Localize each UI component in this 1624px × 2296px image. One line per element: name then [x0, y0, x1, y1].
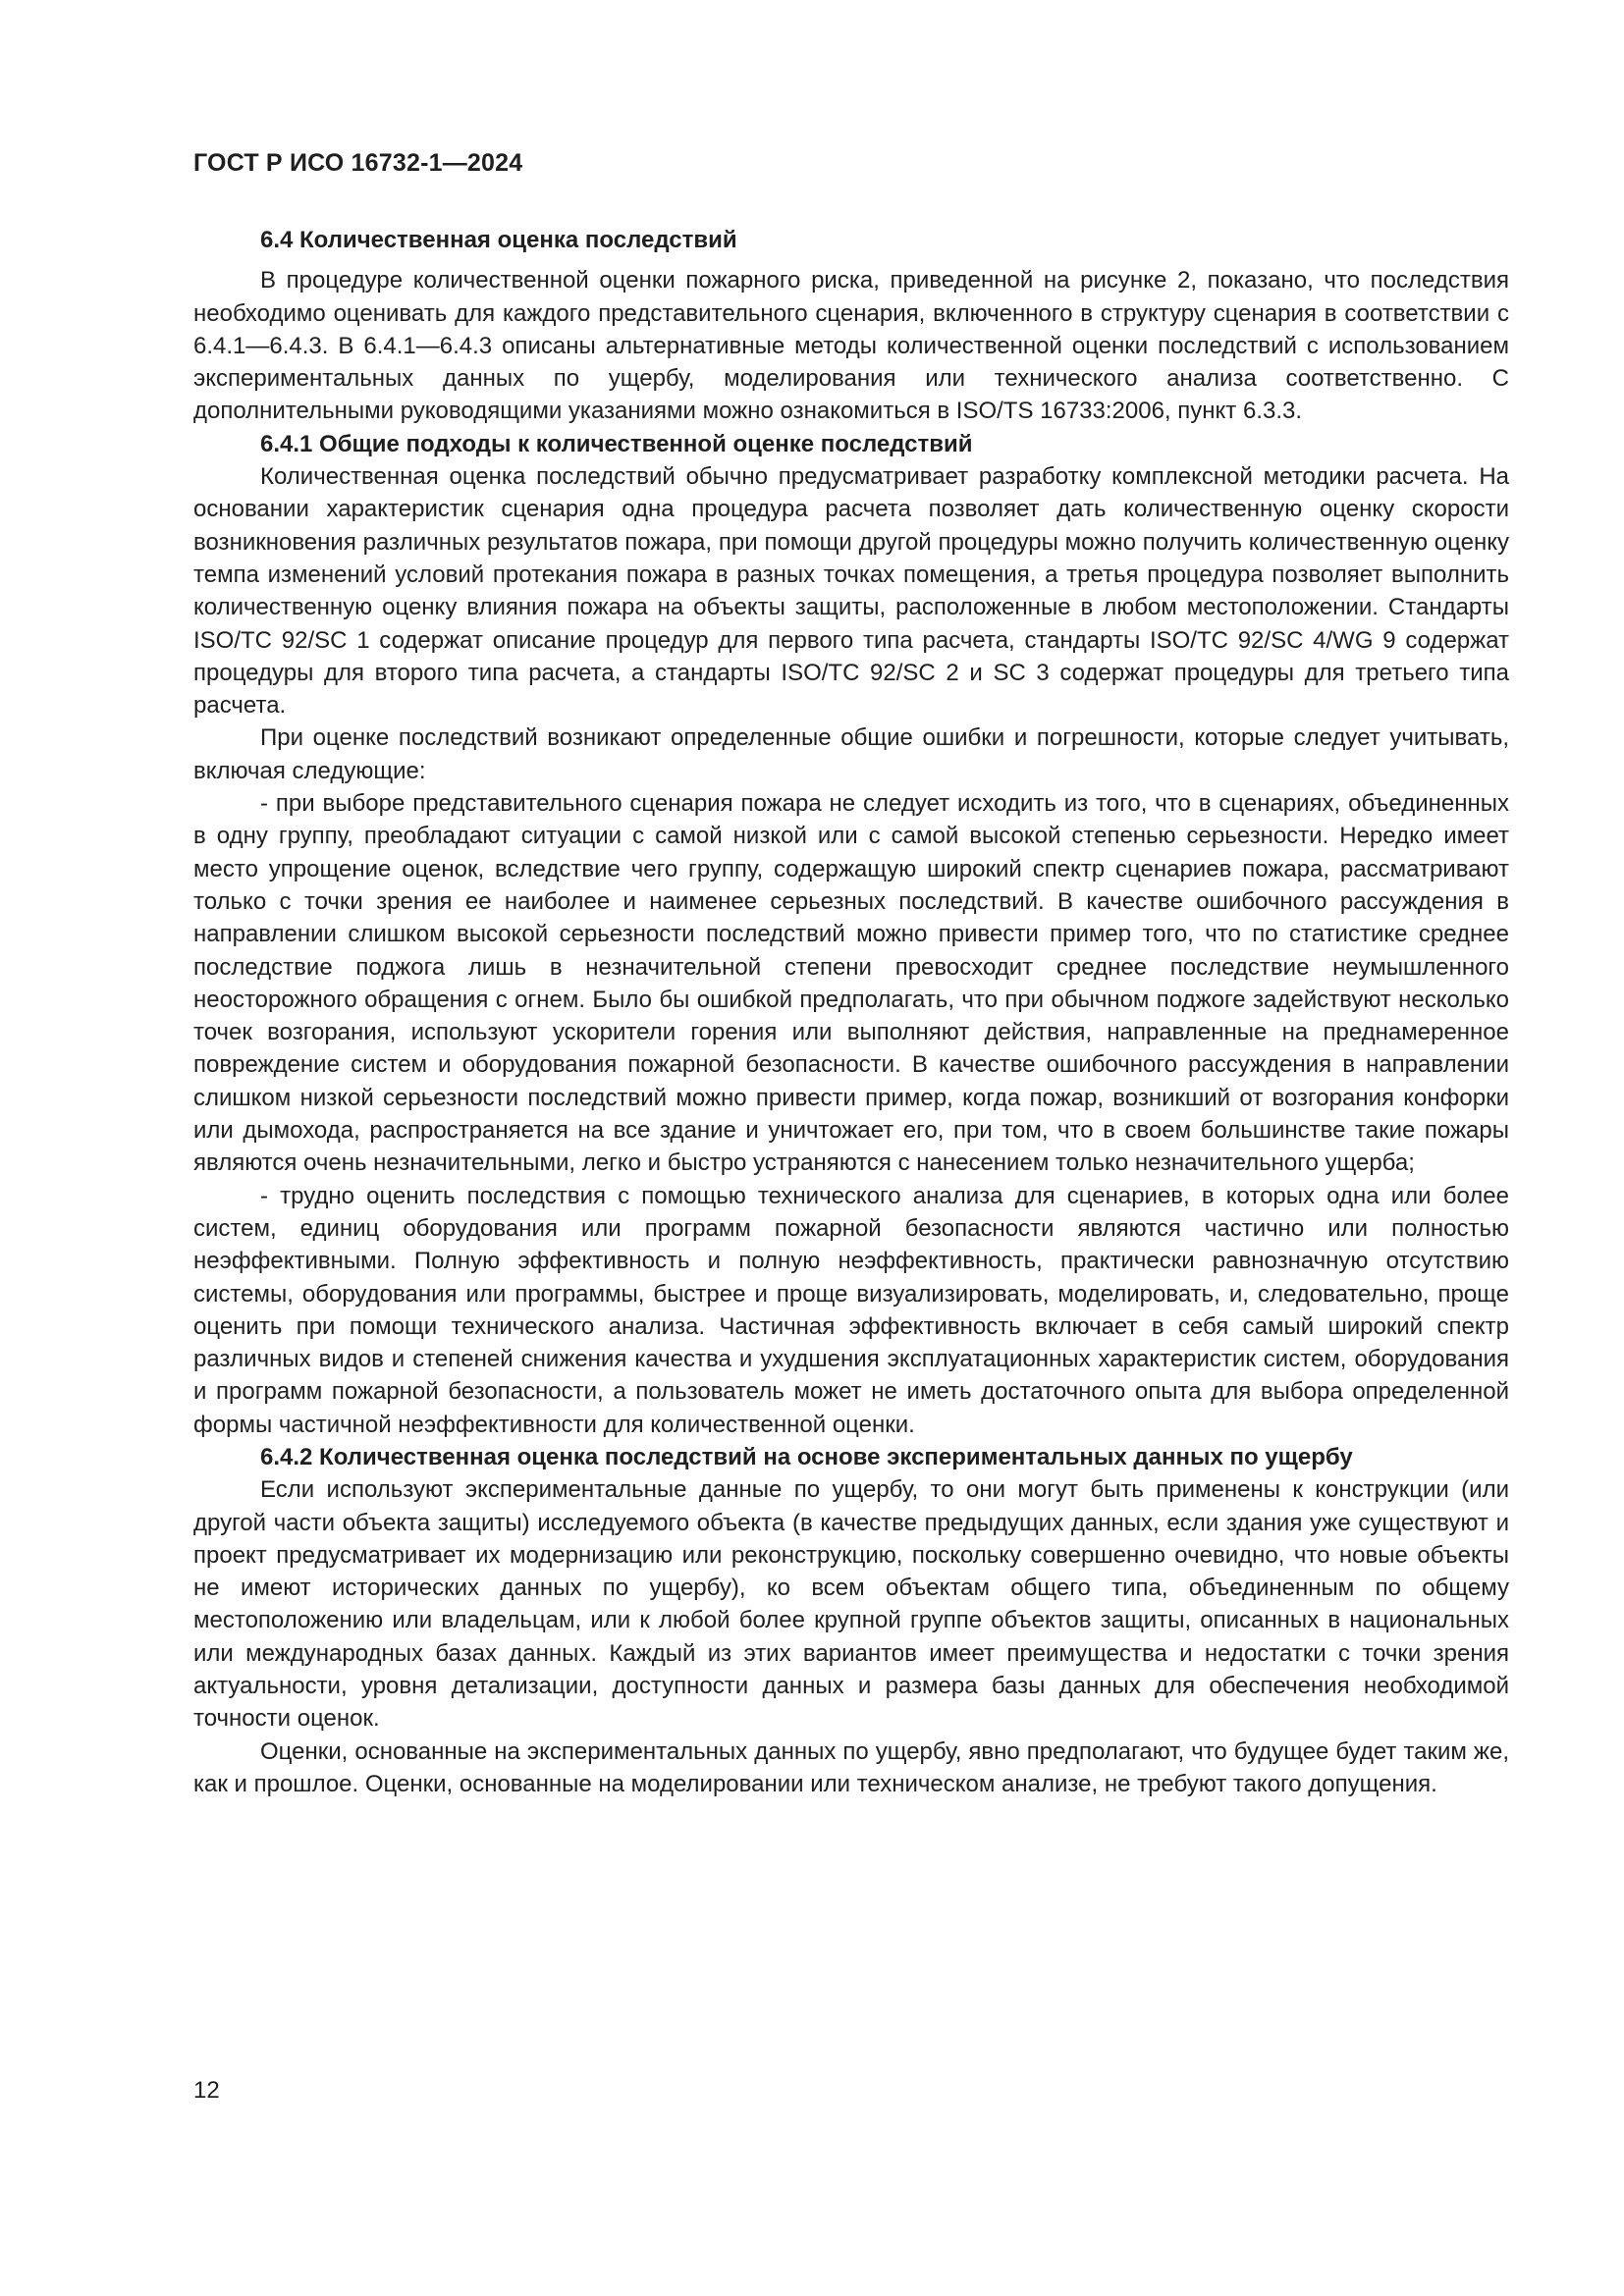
paragraph: Если используют экспериментальные данные по ущербу, то они могут быть применены к конструкции (или другой части объекта защиты) исследуемого объекта (в качестве предыдущих данных, если здания уже существуют и проект предусматривает их модернизацию или реконструкцию, поскольку совершенно очевидно, что новые объекты не имеют исторических данных по ущербу), ко всем объектам общего типа, объединенным по общему местоположению или владельцам, или к любой более крупной группе объектов защиты, описанных в национальных или международных базах данных. Каждый из этих вариантов имеет преимущества и недостатки с точки зрения актуальности, уровня детализации, доступности данных и размера базы данных для обеспечения необходимой точности оценок. [193, 1476, 1509, 1733]
subsection-heading-6-4-2: 6.4.2 Количественная оценка последствий на основе экспериментальных данных по ущербу [260, 1443, 1353, 1470]
list-item: - при выборе представительного сценария пожара не следует исходить из того, что в сценариях, объединенных в одну группу, преобладают ситуации с самой низкой или с самой высокой степенью серьезности. Нередко имеет место упрощение оценок, вследствие чего группу, содержащую широкий спектр сценариев пожара, рассматривают только с точки зрения ее наиболее и наименее серьезных последствий. В качестве ошибочного рассуждения в направлении слишком высокой серьезности последствий можно привести пример того, что по статистике среднее последствие поджога лишь в незначительной степени превосходит среднее последствие неумышленного неосторожного обращения с огнем. Было бы ошибкой предполагать, что при обычном поджоге задействуют несколько точек возгорания, используют ускорители горения или выполняют действия, направленные на преднамеренное повреждение систем и оборудования пожарной безопасности. В качестве ошибочного рассуждения в направлении слишком низкой серьезности последствий можно привести пример, когда пожар, возникший от возгорания конфорки или дымохода, распространяется на все здание и уничтожает его, при том, что в своем большинстве такие пожары являются очень незначительными, легко и быстро устраняются с нанесением только незначительного ущерба; [193, 790, 1509, 1177]
paragraph: Оценки, основанные на экспериментальных данных по ущербу, явно предполагают, что будущее будет таким же, как и прошлое. Оценки, основанные на моделировании или техническом анализе, не требуют такого допущения. [193, 1737, 1509, 1797]
document-header: ГОСТ Р ИСО 16732-1—2024 [193, 149, 523, 177]
page-content [193, 224, 1509, 1800]
section-intro-paragraph: В процедуре количественной оценки пожарного риска, приведенной на рисунке 2, показано, что последствия необходимо оценивать для каждого представительного сценария, включенного в структуру сценария в соответствии с 6.4.1—6.4.3. В 6.4.1—6.4.3 описаны альтернативные методы количественной оценки последствий с использованием экспериментальных данных по ущербу, моделирования или технического анализа соответственно. С дополнительными руководящими указаниями можно ознакомиться в ISO/TS 16733:2006, пункт 6.3.3. [193, 267, 1509, 425]
section-heading: 6.4 Количественная оценка последствий [260, 227, 737, 253]
paragraph: Количественная оценка последствий обычно предусматривает разработку комплексной методики расчета. На основании характеристик сценария одна процедура расчета позволяет дать количественную оценку скорости возникновения различных результатов пожара, при помощи другой процедуры можно получить количественную оценку темпа изменений условий протекания пожара в разных точках помещения, а третья процедура позволяет выполнить количественную оценку влияния пожара на объекты защиты, расположенные в любом местоположении. Стандарты ISO/TC 92/SC 1 содержат описание процедур для первого типа расчета, стандарты ISO/TC 92/SC 4/WG 9 содержат процедуры для второго типа расчета, а стандарты ISO/TC 92/SC 2 и SC 3 содержат процедуры для третьего типа расчета. [193, 463, 1509, 720]
list-item: - трудно оценить последствия с помощью технического анализа для сценариев, в которых одна или более систем, единиц оборудования или программ пожарной безопасности являются частично или полностью неэффективными. Полную эффективность и полную неэффективность, практически равнозначную отсутствию системы, оборудования или программы, быстрее и проще визуализировать, моделировать, и, следовательно, проще оценить при помощи технического анализа. Частичная эффективность включает в себя самый широкий спектр различных видов и степеней снижения качества и ухудшения эксплуатационных характеристик систем, оборудования и программ пожарной безопасности, а пользователь может не иметь достаточного опыта для выбора определенной формы частичной неэффективности для количественной оценки. [193, 1182, 1509, 1438]
page-number: 12 [193, 2077, 220, 2104]
subsection-heading-6-4-1: 6.4.1 Общие подходы к количественной оценке последствий [260, 430, 973, 457]
paragraph: При оценке последствий возникают определенные общие ошибки и погрешности, которые следует учитывать, включая следующие: [193, 724, 1509, 784]
